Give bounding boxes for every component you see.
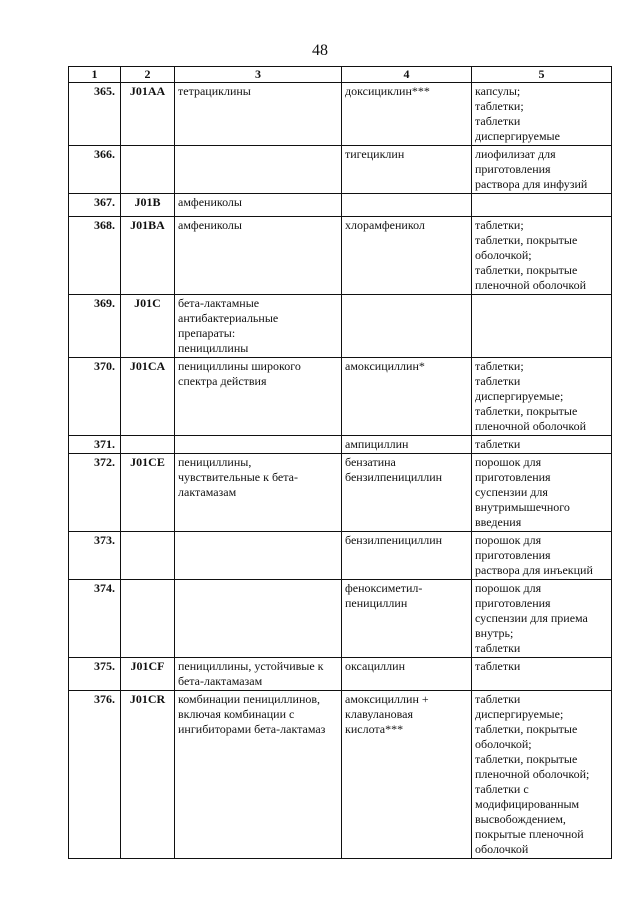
- atc-code-cell: J01CA: [121, 358, 175, 436]
- drug-name-cell: феноксиметил- пенициллин: [342, 580, 472, 658]
- dosage-form-cell: таблетки диспергируемые; таблетки, покрытые оболочкой; таблетки, покрытые пленочной оболочкой; таблетки с модифицированным высвобождением, покрытые пленочной оболочкой: [472, 691, 612, 859]
- atc-code-cell: [121, 580, 175, 658]
- column-header: 1: [69, 67, 121, 83]
- group-name-cell: [175, 532, 342, 580]
- table-row: [69, 83, 612, 146]
- drug-name-cell: тигециклин: [342, 146, 472, 194]
- atc-code-cell: J01CF: [121, 658, 175, 691]
- table-row: [69, 358, 612, 436]
- page-number: 48: [312, 42, 328, 59]
- column-header: 4: [342, 67, 472, 83]
- dosage-form-cell: [472, 194, 612, 217]
- drug-name-cell: [342, 295, 472, 358]
- group-name-cell: амфениколы: [175, 194, 342, 217]
- table-row: [69, 532, 612, 580]
- group-name-cell: пенициллины, устойчивые к бета-лактамазам: [175, 658, 342, 691]
- group-name-cell: [175, 436, 342, 454]
- row-number-cell: 373.: [69, 532, 121, 580]
- row-number-cell: 367.: [69, 194, 121, 217]
- table-row: [69, 454, 612, 532]
- dosage-form-cell: таблетки; таблетки, покрытые оболочкой; таблетки, покрытые пленочной оболочкой: [472, 217, 612, 295]
- row-number-cell: 370.: [69, 358, 121, 436]
- table-row: [69, 146, 612, 194]
- dosage-form-cell: порошок для приготовления суспензии для приема внутрь; таблетки: [472, 580, 612, 658]
- row-number-cell: 366.: [69, 146, 121, 194]
- table-row: [69, 217, 612, 295]
- drug-name-cell: [342, 194, 472, 217]
- drug-name-cell: ампициллин: [342, 436, 472, 454]
- drug-name-cell: хлорамфеникол: [342, 217, 472, 295]
- atc-code-cell: [121, 436, 175, 454]
- column-header: 5: [472, 67, 612, 83]
- table-header-row: [69, 67, 612, 83]
- dosage-form-cell: порошок для приготовления суспензии для внутримышечного введения: [472, 454, 612, 532]
- table-row: [69, 658, 612, 691]
- group-name-cell: бета-лактамные антибактериальные препараты: пенициллины: [175, 295, 342, 358]
- row-number-cell: 375.: [69, 658, 121, 691]
- drug-name-cell: амоксициллин + клавулановая кислота***: [342, 691, 472, 859]
- dosage-form-cell: лиофилизат для приготовления раствора для инфузий: [472, 146, 612, 194]
- drug-name-cell: бензатина бензилпенициллин: [342, 454, 472, 532]
- row-number-cell: 369.: [69, 295, 121, 358]
- table-row: [69, 194, 612, 217]
- atc-code-cell: J01BA: [121, 217, 175, 295]
- group-name-cell: комбинации пенициллинов, включая комбинации с ингибиторами бета-лактамаз: [175, 691, 342, 859]
- atc-code-cell: [121, 532, 175, 580]
- dosage-form-cell: таблетки: [472, 658, 612, 691]
- dosage-form-cell: порошок для приготовления раствора для инъекций: [472, 532, 612, 580]
- row-number-cell: 374.: [69, 580, 121, 658]
- group-name-cell: тетрациклины: [175, 83, 342, 146]
- atc-code-cell: J01AA: [121, 83, 175, 146]
- group-name-cell: амфениколы: [175, 217, 342, 295]
- dosage-form-cell: таблетки; таблетки диспергируемые; таблетки, покрытые пленочной оболочкой: [472, 358, 612, 436]
- atc-code-cell: J01C: [121, 295, 175, 358]
- dosage-form-cell: капсулы; таблетки; таблетки диспергируемые: [472, 83, 612, 146]
- dosage-form-cell: таблетки: [472, 436, 612, 454]
- dosage-form-cell: [472, 295, 612, 358]
- atc-code-cell: [121, 146, 175, 194]
- column-header: 3: [175, 67, 342, 83]
- drug-name-cell: оксациллин: [342, 658, 472, 691]
- row-number-cell: 371.: [69, 436, 121, 454]
- row-number-cell: 365.: [69, 83, 121, 146]
- drug-name-cell: доксициклин***: [342, 83, 472, 146]
- drug-name-cell: бензилпенициллин: [342, 532, 472, 580]
- row-number-cell: 376.: [69, 691, 121, 859]
- group-name-cell: [175, 580, 342, 658]
- group-name-cell: пенициллины, чувствительные к бета- лактамазам: [175, 454, 342, 532]
- group-name-cell: пенициллины широкого спектра действия: [175, 358, 342, 436]
- row-number-cell: 372.: [69, 454, 121, 532]
- atc-code-cell: J01B: [121, 194, 175, 217]
- table-row: [69, 436, 612, 454]
- drug-table: [68, 66, 612, 859]
- group-name-cell: [175, 146, 342, 194]
- atc-code-cell: J01CE: [121, 454, 175, 532]
- drug-name-cell: амоксициллин*: [342, 358, 472, 436]
- table-row: [69, 580, 612, 658]
- atc-code-cell: J01CR: [121, 691, 175, 859]
- row-number-cell: 368.: [69, 217, 121, 295]
- table-row: [69, 691, 612, 859]
- table-row: [69, 295, 612, 358]
- column-header: 2: [121, 67, 175, 83]
- table-body: [69, 83, 612, 859]
